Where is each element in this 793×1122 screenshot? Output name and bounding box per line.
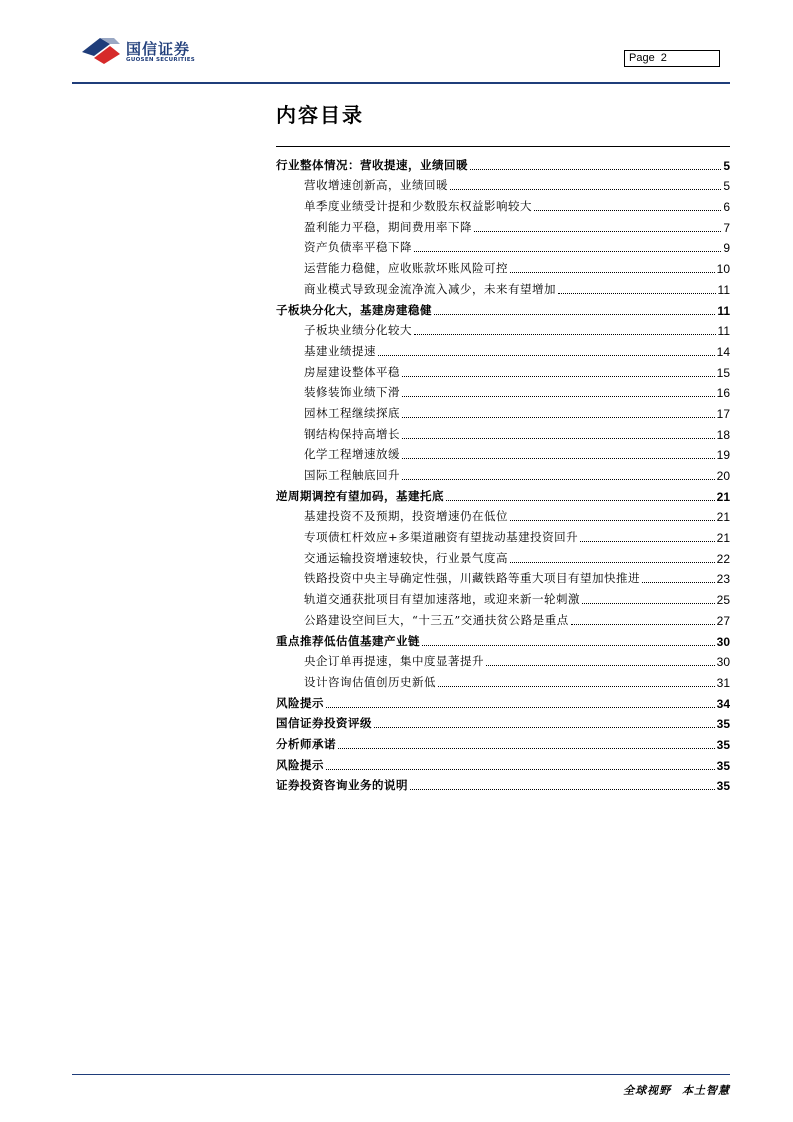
toc-subsection-entry[interactable] <box>276 669 730 690</box>
toc-entry-page: 10 <box>716 262 730 277</box>
toc-subsection-entry[interactable] <box>276 586 730 607</box>
toc-entry-page: 21 <box>716 510 730 525</box>
toc-entry-page: 22 <box>716 551 730 566</box>
toc-subsection-entry[interactable] <box>276 400 730 421</box>
toc-section-entry[interactable] <box>276 628 730 649</box>
toc-entry-text: 基建投资不及预期，投资增速仍在低位 <box>304 509 508 524</box>
toc-dot-leader <box>434 314 715 315</box>
toc-subsection-entry[interactable] <box>276 235 730 256</box>
footer-slogan: 全球视野 本土智慧 <box>623 1084 730 1097</box>
toc-subsection-entry[interactable] <box>276 442 730 463</box>
toc-entry-text: 钢结构保持高增长 <box>304 426 400 441</box>
toc-entry-text: 装修装饰业绩下滑 <box>304 385 400 400</box>
toc-entry-text: 证券投资咨询业务的说明 <box>276 778 408 793</box>
toc-subsection-entry[interactable] <box>276 338 730 359</box>
toc-entry-page: 15 <box>716 365 730 380</box>
toc-entry-text: 分析师承诺 <box>276 736 336 751</box>
toc-dot-leader <box>534 210 721 211</box>
page-label: Page <box>629 52 655 64</box>
toc-entry-text: 子板块业绩分化较大 <box>304 323 412 338</box>
toc-dot-leader <box>326 707 715 708</box>
toc-dot-leader <box>374 727 715 728</box>
toc-dot-leader <box>510 562 715 563</box>
toc-subsection-entry[interactable] <box>276 421 730 442</box>
toc-entry-text: 专项债杠杆效应+多渠道融资有望拢动基建投资回升 <box>304 530 579 545</box>
toc-dot-leader <box>402 417 715 418</box>
toc-dot-leader <box>402 396 715 397</box>
toc-dot-leader <box>338 748 715 749</box>
toc-entry-text: 风险提示 <box>276 757 324 772</box>
toc-dot-leader <box>378 355 715 356</box>
toc-entry-text: 单季度业绩受计提和少数股东权益影响较大 <box>304 199 532 214</box>
toc-dot-leader <box>402 376 715 377</box>
toc-entry-text: 行业整体情况：营收提速，业绩回暖 <box>276 157 468 172</box>
toc-section-entry[interactable] <box>276 773 730 794</box>
toc-entry-text: 公路建设空间巨大，“十三五”交通扶贫公路是重点 <box>304 612 569 627</box>
toc-entry-page: 17 <box>716 406 730 421</box>
toc-section-entry[interactable] <box>276 690 730 711</box>
toc-entry-text: 盈利能力平稳，期间费用率下降 <box>304 219 472 234</box>
toc-dot-leader <box>558 293 716 294</box>
toc-section-entry[interactable] <box>276 731 730 752</box>
toc-subsection-entry[interactable] <box>276 566 730 587</box>
toc-dot-leader <box>414 251 721 252</box>
toc-dot-leader <box>422 645 715 646</box>
toc-dot-leader <box>402 438 715 439</box>
toc-section-entry[interactable] <box>276 152 730 173</box>
toc-entry-page: 20 <box>716 469 730 483</box>
toc-subsection-entry[interactable] <box>276 607 730 628</box>
toc-dot-leader <box>474 231 721 232</box>
toc-entry-page: 11 <box>717 303 730 318</box>
toc-subsection-entry[interactable] <box>276 193 730 214</box>
toc-entry-page: 9 <box>723 241 730 256</box>
toc-dot-leader <box>438 686 715 687</box>
logo-english-name: GUOSEN SECURITIES <box>126 57 196 63</box>
toc-entry-page: 5 <box>723 158 730 173</box>
logo-chinese-name: 国信证券 <box>126 40 191 58</box>
toc-entry-text: 交通运输投资增速较快，行业景气度高 <box>304 550 508 565</box>
toc-entry-page: 16 <box>716 386 730 401</box>
toc-entry-page: 11 <box>717 324 730 339</box>
toc-dot-leader <box>450 189 721 190</box>
toc-subsection-entry[interactable] <box>276 276 730 297</box>
toc-entry-text: 资产负债率平稳下降 <box>304 240 412 255</box>
toc-entry-text: 国际工程触底回升 <box>304 468 400 482</box>
page-indicator <box>624 50 720 67</box>
toc-entry-page: 21 <box>716 531 730 546</box>
toc-entry-text: 国信证券投资评级 <box>276 716 372 731</box>
toc-subsection-entry[interactable] <box>276 173 730 194</box>
toc-dot-leader <box>580 541 715 542</box>
toc-entry-page: 5 <box>723 179 730 194</box>
toc-entry-text: 子板块分化大，基建房建稳健 <box>276 302 432 317</box>
page-number: 2 <box>660 52 667 64</box>
toc-entry-page: 14 <box>716 344 730 359</box>
toc-entry-text: 轨道交通获批项目有望加速落地，或迎来新一轮刺激 <box>304 592 580 607</box>
toc-entry-page: 34 <box>716 696 730 711</box>
toc-entry-text: 化学工程增速放缓 <box>304 447 400 462</box>
toc-entry-page: 19 <box>716 448 730 463</box>
toc-section-entry[interactable] <box>276 752 730 773</box>
toc-entry-page: 35 <box>716 758 730 773</box>
toc-dot-leader <box>446 500 715 501</box>
toc-entry-page: 30 <box>716 655 730 670</box>
footer-divider <box>72 1074 730 1075</box>
toc-entry-page: 35 <box>716 737 730 752</box>
toc-dot-leader <box>582 603 715 604</box>
toc-entry-text: 央企订单再提速，集中度显著提升 <box>304 654 484 669</box>
toc-entry-text: 商业模式导致现金流净流入减少，未来有望增加 <box>304 281 556 296</box>
guosen-logo-icon <box>80 34 124 66</box>
toc-subsection-entry[interactable] <box>276 255 730 276</box>
toc-entry-page: 25 <box>716 593 730 608</box>
toc-entry-page: 35 <box>716 779 730 794</box>
toc-entry-text: 基建业绩提速 <box>304 343 376 358</box>
toc-subsection-entry[interactable] <box>276 359 730 380</box>
toc-entry-text: 园林工程继续探底 <box>304 405 400 420</box>
toc-dot-leader <box>510 520 715 521</box>
toc-subsection-entry[interactable] <box>276 649 730 670</box>
toc-entry-page: 18 <box>716 427 730 442</box>
toc-section-entry[interactable] <box>276 297 730 318</box>
toc-entry-page: 7 <box>723 220 730 235</box>
toc-dot-leader <box>326 769 715 770</box>
company-logo <box>80 34 220 68</box>
toc-subsection-entry[interactable] <box>276 214 730 235</box>
header-divider <box>72 82 730 84</box>
toc-entry-text: 重点推荐低估值基建产业链 <box>276 633 420 648</box>
toc-dot-leader <box>414 334 716 335</box>
toc-section-entry[interactable] <box>276 711 730 732</box>
toc-dot-leader <box>571 624 715 625</box>
toc-entry-text: 房屋建设整体平稳 <box>304 364 400 379</box>
toc-entry-page: 6 <box>723 200 730 215</box>
toc-subsection-entry[interactable] <box>276 318 730 339</box>
toc-entry-text: 运营能力稳健，应收账款坏账风险可控 <box>304 261 508 276</box>
toc-entry-page: 21 <box>716 489 730 504</box>
toc-entry-page: 31 <box>716 675 730 690</box>
toc-dot-leader <box>486 665 715 666</box>
toc-subsection-entry[interactable] <box>276 524 730 545</box>
toc-dot-leader <box>642 582 715 583</box>
toc-entry-page: 11 <box>717 282 730 297</box>
toc-entry-page: 35 <box>716 717 730 732</box>
toc-entry-text: 营收增速创新高，业绩回暖 <box>304 178 448 193</box>
toc-entry-page: 27 <box>716 613 730 628</box>
table-of-contents <box>276 152 730 793</box>
toc-subsection-entry[interactable] <box>276 545 730 566</box>
toc-dot-leader <box>470 169 721 170</box>
toc-dot-leader <box>402 479 715 480</box>
toc-entry-text: 逆周期调控有望加码，基建托底 <box>276 488 444 503</box>
toc-dot-leader <box>402 458 715 459</box>
toc-entry-text: 设计咨询估值创历史新低 <box>304 674 436 689</box>
toc-dot-leader <box>510 272 715 273</box>
toc-title: 内容目录 <box>276 103 364 127</box>
toc-section-entry[interactable] <box>276 483 730 504</box>
toc-subsection-entry[interactable] <box>276 462 730 483</box>
toc-title-underline <box>276 146 730 147</box>
toc-entry-text: 铁路投资中央主导确定性强，川藏铁路等重大项目有望加快推进 <box>304 571 640 586</box>
toc-entry-page: 23 <box>716 572 730 587</box>
toc-entry-page: 30 <box>716 634 730 649</box>
toc-entry-text: 风险提示 <box>276 695 324 710</box>
toc-dot-leader <box>410 789 715 790</box>
toc-subsection-entry[interactable] <box>276 380 730 401</box>
toc-subsection-entry[interactable] <box>276 504 730 525</box>
